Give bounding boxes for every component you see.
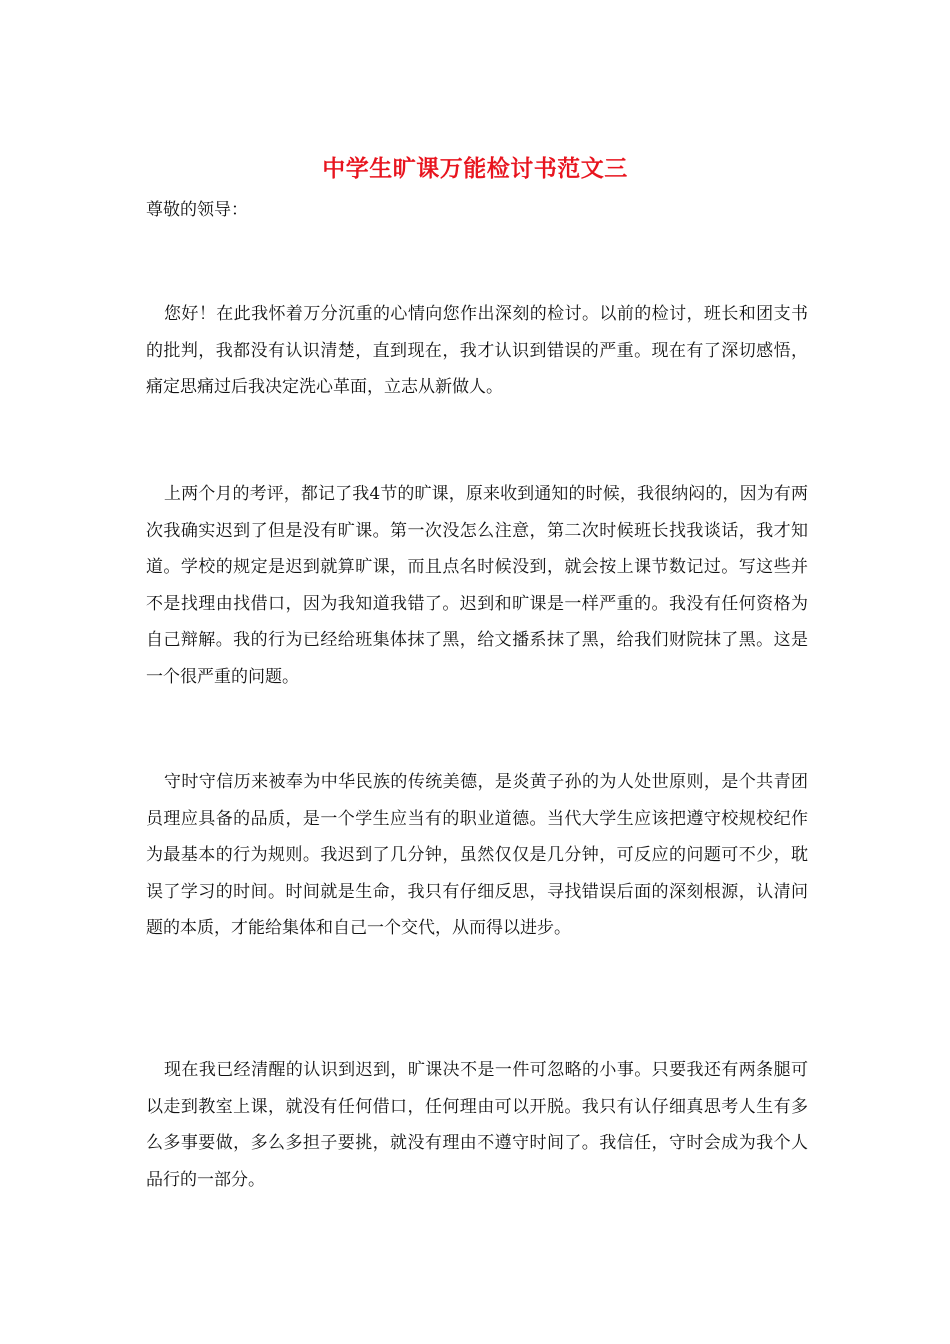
paragraph-4: 现在我已经清醒的认识到迟到，旷课决不是一件可忽略的小事。只要我还有两条腿可以走到教室上课，就没有任何借口，任何理由可以开脱。我只有认仔细真思考人生有多么多事要做，多么多担子要挑，就没有理由不遵守时间了。我信任，守时会成为我个人品行的一部分。 — [146, 1060, 808, 1190]
paragraph-3: 守时守信历来被奉为中华民族的传统美德，是炎黄子孙的为人处世原则，是个共青团员理应具备的品质，是一个学生应当有的职业道德。当代大学生应该把遵守校规校纪作为最基本的行为规则。我迟到了几分钟，虽然仅仅是几分钟，可反应的问题可不少，耽误了学习的时间。时间就是生命，我只有仔细反思，寻找错误后面的深刻根源，认清问题的本质，才能给集体和自己一个交代，从而得以进步。 — [146, 772, 808, 939]
paragraph-1: 您好！在此我怀着万分沉重的心情向您作出深刻的检讨。以前的检讨，班长和团支书的批判，我都没有认识清楚，直到现在，我才认识到错误的严重。现在有了深切感悟，痛定思痛过后我决定洗心革面，立志从新做人。 — [146, 304, 808, 398]
salutation: 尊敬的领导： — [146, 200, 248, 220]
paragraph-2: 上两个月的考评，都记了我4节的旷课，原来收到通知的时候，我很纳闷的，因为有两次我确实迟到了但是没有旷课。第一次没怎么注意，第二次时候班长找我谈话，我才知道。学校的规定是迟到就算旷课，而且点名时候没到，就会按上课节数记过。写这些并不是找理由找借口，因为我知道我错了。迟到和旷课是一样严重的。我没有任何资格为自己辩解。我的行为已经给班集体抹了黑，给文播系抹了黑，给我们财院抹了黑。这是一个很严重的问题。 — [146, 484, 808, 687]
document-title: 中学生旷课万能检讨书范文三 — [322, 155, 628, 182]
